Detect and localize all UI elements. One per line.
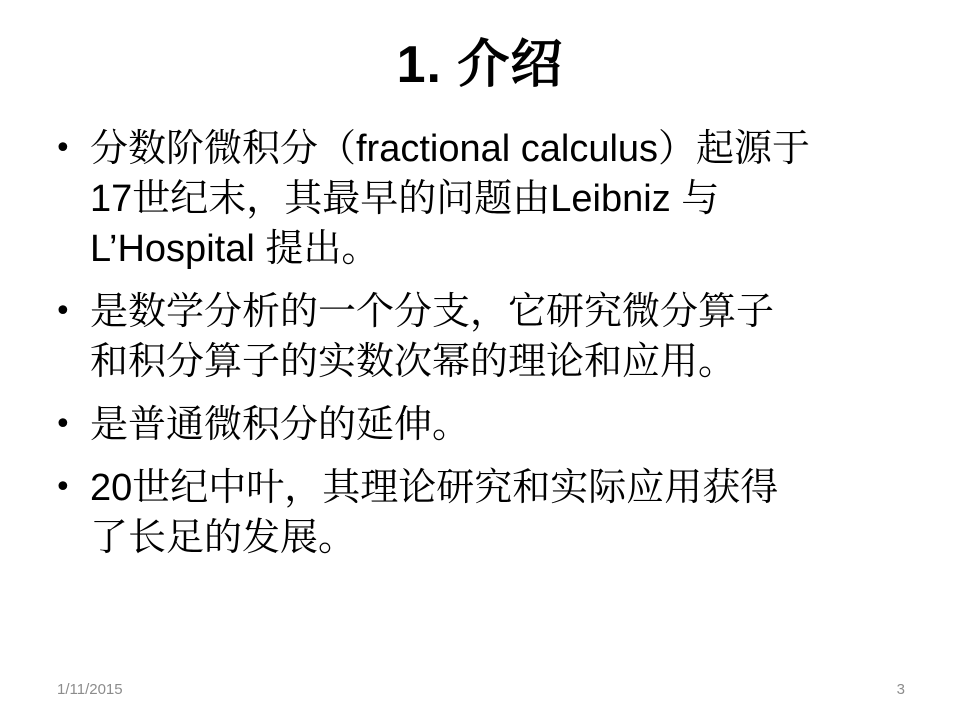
bullet-icon: •: [54, 131, 72, 166]
footer-date: 1/11/2015: [57, 681, 123, 698]
bullet-line: L’Hospital 提出。: [90, 228, 380, 270]
bullet-line: 是数学分析的一个分支，它研究微分算子: [90, 291, 775, 333]
bullet-icon: •: [54, 470, 72, 505]
bullet-text: [90, 400, 930, 450]
bullet-line: 是普通微积分的延伸。: [90, 404, 471, 446]
bullet-item-1: [52, 124, 930, 274]
bullet-text: [90, 124, 930, 274]
bullet-list: [52, 124, 930, 563]
bullet-item-2: [52, 287, 930, 387]
bullet-icon: •: [54, 407, 72, 442]
bullet-line: 和积分算子的实数次幂的理论和应用。: [90, 341, 737, 383]
bullet-item-4: [52, 463, 930, 563]
bullet-text: [90, 463, 930, 563]
bullet-line: 20世纪中叶，其理论研究和实际应用获得: [90, 467, 779, 509]
bullet-line: 分数阶微积分（fractional calculus）起源于: [90, 128, 811, 170]
bullet-icon: •: [54, 294, 72, 329]
page-number: 3: [896, 681, 905, 698]
bullet-line: 了长足的发展。: [90, 517, 357, 559]
slide-title: 1. 介绍: [396, 36, 564, 94]
bullet-text: [90, 287, 930, 387]
bullet-item-3: [52, 400, 930, 450]
bullet-line: 17世纪末，其最早的问题由Leibniz 与: [90, 178, 720, 220]
